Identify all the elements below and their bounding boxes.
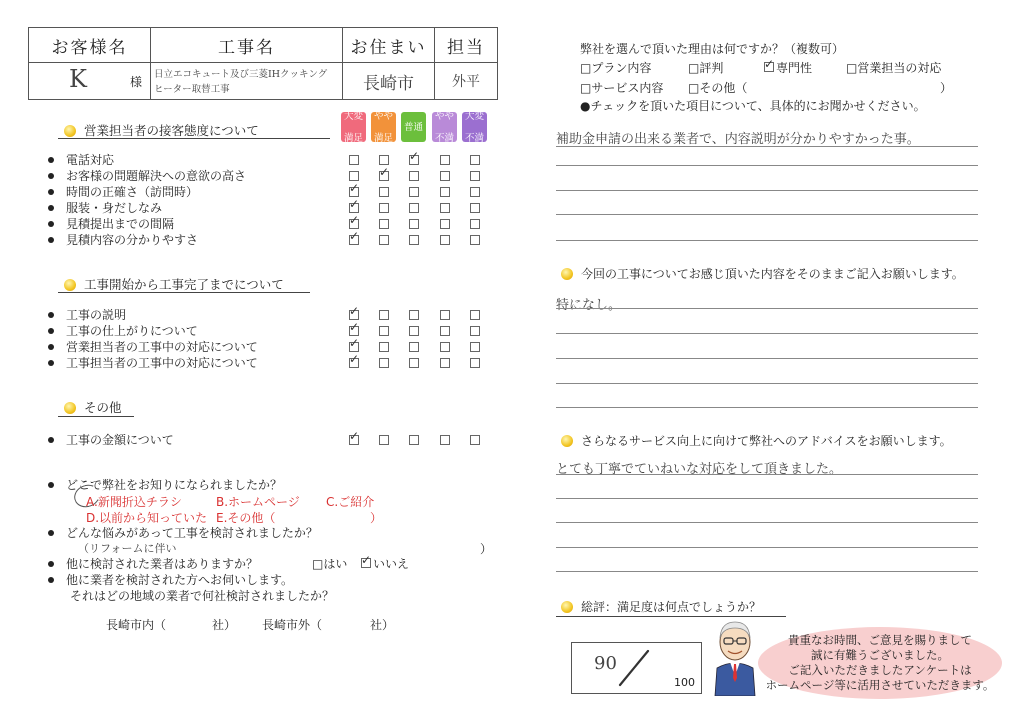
bulb-icon [561,435,573,447]
address-value: 長崎市 [363,73,414,94]
rating-checkbox[interactable] [349,155,359,165]
rating-checkbox[interactable] [379,435,389,445]
rating-checkbox[interactable] [470,326,480,336]
worry-close: ） [480,542,493,556]
section-underline [58,292,310,293]
rating-item-label: 時間の正確さ（訪問時） [66,185,199,199]
work-line1: 日立エコキュート及び三菱IHクッキング [154,69,328,80]
customer-suffix: 様 [130,75,143,89]
check-mark-icon: ✓ [361,553,372,567]
header-work: 工事名 [151,28,343,63]
section-underline [58,416,134,417]
check-mark-icon: ✓ [764,57,775,71]
in-city-unit: 社） [212,618,237,632]
rating-checkbox[interactable] [409,310,419,320]
question-other-vendor-2: 他に業者を検討された方へお伺いします。 [48,571,293,588]
rating-checkbox[interactable] [470,155,480,165]
rating-badge: やや 不満 [432,112,457,142]
rating-checkbox[interactable] [440,435,450,445]
rating-item-label: 見積内容の分かりやすさ [66,233,199,247]
rating-badge: やや 満足 [371,112,396,142]
writing-line [556,190,978,191]
question-worry: どんな悩みがあって工事を検討されましたか？ [48,524,318,541]
check-mark-icon: ✓ [349,181,360,195]
writing-line [556,407,978,408]
rating-checkbox[interactable] [440,171,450,181]
section-title-score: 総評：満足度は何点でしょうか？ [561,598,761,615]
check-mark-icon: ✓ [349,320,360,334]
customer-cell [29,63,151,100]
check-mark-icon: ✓ [349,429,360,443]
section-title-construction: 工事開始から工事完了までについて [64,275,284,293]
rating-item [48,199,162,216]
rating-item [48,354,258,371]
out-city-label: 長崎市外（ [262,618,323,632]
score-value: 90 [594,653,617,674]
writing-line [556,498,978,499]
option-yes: □はい [312,557,348,571]
worry-answer: （リフォームに伴い [78,542,177,555]
section-underline [58,138,330,139]
check-mark-icon: ✓ [349,229,360,243]
option-a: A.新聞折込チラシ [86,495,182,509]
rating-checkbox[interactable] [470,203,480,213]
rating-item-label: 工事担当者の工事中の対応について [66,356,258,370]
question-reason: 弊社を選んで頂いた理由は何ですか？（複数可） [580,42,845,56]
rating-checkbox[interactable] [409,235,419,245]
section-title-feel: 今回の工事についてお感じ頂いた内容をそのままご記入お願いします。 [561,265,964,282]
bulb-icon [561,601,573,613]
question-other-vendor-3: それはどの地域の業者で何社検討されましたか？ [70,589,335,603]
writing-line [556,146,978,147]
rating-item-label: 工事の説明 [66,308,127,322]
rating-checkbox[interactable] [470,187,480,197]
bulb-icon [64,125,76,137]
writing-line [556,358,978,359]
rating-badge: 大変 不満 [462,112,487,142]
in-city-label: 長崎市内（ [106,618,167,632]
rating-item [48,231,198,248]
rating-item-label: 見積提出までの間隔 [66,217,175,231]
answer-feel: 特になし。 [556,298,622,313]
rating-checkbox[interactable] [470,342,480,352]
question-detail: ●チェックを頂いた項目について、具体的にお聞かせください。 [580,99,926,113]
writing-line [556,522,978,523]
rating-item-label: 服装・身だしなみ [66,201,163,215]
rating-item-label: 営業担当者の工事中の対応について [66,340,258,354]
rating-checkbox[interactable] [470,435,480,445]
reason-other: □その他（ [688,81,748,95]
rating-checkbox[interactable] [470,219,480,229]
writing-line [556,547,978,548]
option-no: いいえ [373,557,410,571]
writing-line [556,240,978,241]
thanks-text: 貴重なお時間、ご意見を賜りまして 誠に有難うございました。 ご記入いただきましたアンケートは ホームページ等に活用させていただきます。 [765,633,995,692]
section-title-advice: さらなるサービス向上に向けて弊社へのアドバイスをお願いします。 [561,432,952,449]
score-box [571,642,702,694]
rating-checkbox[interactable] [379,203,389,213]
option-e: E.その他（ [216,511,276,525]
rating-checkbox[interactable] [379,235,389,245]
rating-checkbox[interactable] [440,187,450,197]
reason-plan: □プラン内容 [580,61,652,75]
staff-value: 外平 [452,74,480,90]
rating-item [48,151,114,168]
option-b: B.ホームページ [216,495,300,509]
rating-item-label: 工事の金額について [66,433,174,447]
rating-item [48,306,126,323]
header-customer: お客様名 [29,28,151,63]
header-staff: 担当 [435,28,498,63]
rating-checkbox[interactable] [409,342,419,352]
rating-checkbox[interactable] [470,358,480,368]
rating-checkbox[interactable] [379,310,389,320]
check-mark-icon: ✓ [379,165,390,179]
rating-checkbox[interactable] [379,187,389,197]
rating-badge: 大変 満足 [341,112,366,142]
rating-checkbox[interactable] [440,358,450,368]
work-cell [151,63,343,100]
check-mark-icon: ✓ [409,149,420,163]
work-line2: ヒーター取替工事 [154,84,230,95]
check-mark-icon: ✓ [349,352,360,366]
writing-line [556,165,978,166]
rating-checkbox[interactable] [440,235,450,245]
customer-name: K [69,65,87,93]
option-e-close: ） [370,511,383,525]
answer-detail: 補助金申請の出来る業者で、内容説明が分かりやすかった事。 [556,132,920,147]
score-max: 100 [674,676,695,689]
rating-checkbox[interactable] [409,358,419,368]
rating-checkbox[interactable] [440,219,450,229]
rating-checkbox[interactable] [440,203,450,213]
rating-checkbox[interactable] [379,358,389,368]
rating-checkbox[interactable] [379,219,389,229]
rating-badge: 普通 [401,112,426,142]
writing-line [556,474,978,475]
header-address: お住まい [343,28,435,63]
rating-checkbox[interactable] [409,435,419,445]
bulb-icon [64,402,76,414]
writing-line [556,383,978,384]
section-title-other: その他 [64,398,122,416]
rating-checkbox[interactable] [440,342,450,352]
rating-checkbox[interactable] [470,310,480,320]
writing-line [556,308,978,309]
bulb-icon [64,279,76,291]
reason-service: □サービス内容 [580,81,664,95]
rating-item [48,167,246,184]
staff-cell [435,63,498,100]
rating-checkbox[interactable] [379,326,389,336]
check-mark-icon: ✓ [349,213,360,227]
rating-checkbox[interactable] [409,219,419,229]
rating-checkbox[interactable] [379,342,389,352]
rating-item [48,215,174,232]
answer-advice: とても丁寧でていねいな対応をして頂きました。 [556,462,843,477]
bulb-icon [561,268,573,280]
rating-checkbox[interactable] [440,310,450,320]
rating-checkbox[interactable] [470,235,480,245]
rating-item [48,338,258,355]
rating-checkbox[interactable] [440,155,450,165]
rating-checkbox[interactable] [409,187,419,197]
section-title-sales: 営業担当者の接客態度について [64,121,259,139]
rating-item [48,431,174,448]
writing-line [556,333,978,334]
rating-checkbox[interactable] [349,171,359,181]
rating-checkbox[interactable] [409,203,419,213]
option-d: D.以前から知っていた [86,511,208,525]
writing-line [556,571,978,572]
rating-checkbox[interactable] [409,171,419,181]
question-where: どこで弊社をお知りになられましたか？ [48,476,282,493]
rating-checkbox[interactable] [470,171,480,181]
reason-other-close: ） [940,81,953,95]
reason-staff: □営業担当の対応 [846,61,942,75]
check-mark-icon: ✓ [349,336,360,350]
header-table [28,27,498,100]
rating-checkbox[interactable] [379,155,389,165]
reason-specialty: 専門性 [776,61,813,75]
rating-checkbox[interactable] [409,326,419,336]
question-other-vendor: 他に検討された業者はありますか？ [48,555,258,572]
writing-line [556,214,978,215]
address-cell [343,63,435,100]
rating-item-label: 工事の仕上がりについて [66,324,198,338]
out-city-unit: 社） [370,618,395,632]
rating-item-label: 電話対応 [66,153,115,167]
reason-reputation: □評判 [688,61,724,75]
rating-item [48,183,198,200]
rating-item-label: お客様の問題解決への意欲の高さ [66,169,247,183]
check-mark-icon: ✓ [349,197,360,211]
slash-mark [614,647,654,689]
rating-checkbox[interactable] [440,326,450,336]
check-mark-icon: ✓ [349,304,360,318]
option-c: C.ご紹介 [326,495,375,509]
rating-item [48,322,198,339]
